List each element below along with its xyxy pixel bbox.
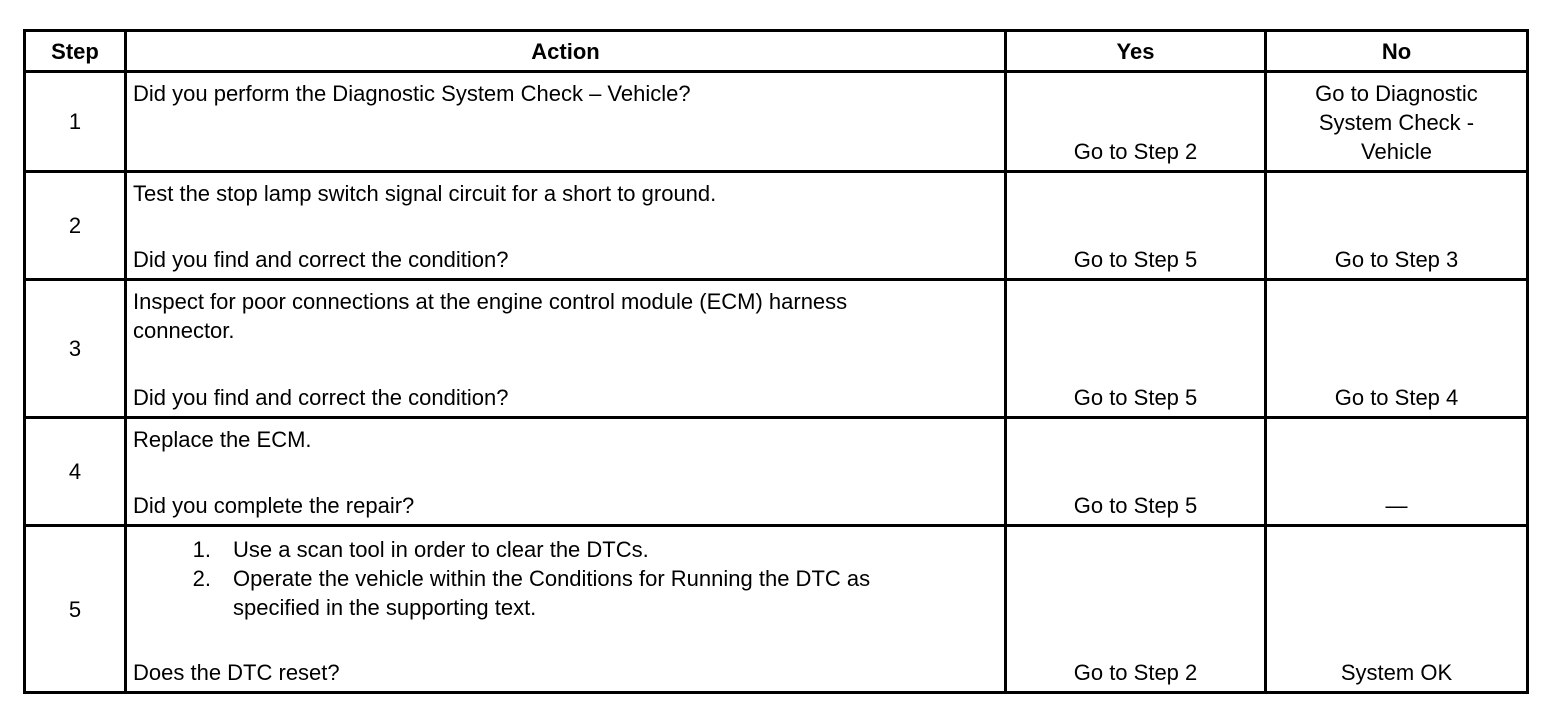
action-text: Test the stop lamp switch signal circuit for a short to ground. bbox=[133, 181, 717, 206]
header-no: No bbox=[1266, 31, 1528, 72]
yes-result: Go to Step 5 bbox=[1006, 418, 1266, 526]
header-yes: Yes bbox=[1006, 31, 1266, 72]
no-result: Go to Step 4 bbox=[1266, 280, 1528, 418]
action-question: Did you find and correct the condition? bbox=[133, 385, 509, 410]
table-row bbox=[25, 72, 1528, 172]
step-number: 5 bbox=[25, 526, 126, 693]
table-row bbox=[25, 280, 1528, 418]
no-result bbox=[1266, 72, 1528, 172]
action-cell bbox=[126, 526, 1006, 693]
yes-result: Go to Step 5 bbox=[1006, 172, 1266, 280]
list-item-text: Operate the vehicle within the Conditions for Running the DTC as specified in the supporting text. bbox=[233, 566, 871, 620]
action-text: Inspect for poor connections at the engine control module (ECM) harness connector. bbox=[133, 289, 848, 343]
list-item-number: 2. bbox=[192, 566, 211, 591]
table-row bbox=[25, 172, 1528, 280]
list-item bbox=[133, 564, 998, 622]
action-question: Did you find and correct the condition? bbox=[133, 247, 509, 272]
step-number: 4 bbox=[25, 418, 126, 526]
diagnostic-table bbox=[23, 29, 1529, 694]
list-item-text: Use a scan tool in order to clear the DTCs. bbox=[233, 537, 649, 562]
action-question: Does the DTC reset? bbox=[133, 660, 340, 685]
header-row bbox=[25, 31, 1528, 72]
action-cell bbox=[126, 172, 1006, 280]
action-text: Replace the ECM. bbox=[133, 427, 312, 452]
action-cell bbox=[126, 280, 1006, 418]
no-result: System OK bbox=[1266, 526, 1528, 693]
action-cell bbox=[126, 72, 1006, 172]
action-steps-list bbox=[133, 535, 998, 622]
list-item-number: 1. bbox=[192, 537, 211, 562]
yes-result: Go to Step 2 bbox=[1006, 72, 1266, 172]
header-step: Step bbox=[25, 31, 126, 72]
header-action: Action bbox=[126, 31, 1006, 72]
table-row bbox=[25, 418, 1528, 526]
no-result: — bbox=[1266, 418, 1528, 526]
no-result-text: Go to Diagnostic System Check - Vehicle bbox=[1315, 81, 1478, 164]
step-number: 2 bbox=[25, 172, 126, 280]
step-number: 1 bbox=[25, 72, 126, 172]
yes-result: Go to Step 2 bbox=[1006, 526, 1266, 693]
action-cell bbox=[126, 418, 1006, 526]
no-result: Go to Step 3 bbox=[1266, 172, 1528, 280]
table-row bbox=[25, 526, 1528, 693]
action-question: Did you complete the repair? bbox=[133, 493, 415, 518]
list-item bbox=[133, 535, 998, 564]
step-number: 3 bbox=[25, 280, 126, 418]
yes-result: Go to Step 5 bbox=[1006, 280, 1266, 418]
action-text: Did you perform the Diagnostic System Check – Vehicle? bbox=[133, 81, 691, 106]
